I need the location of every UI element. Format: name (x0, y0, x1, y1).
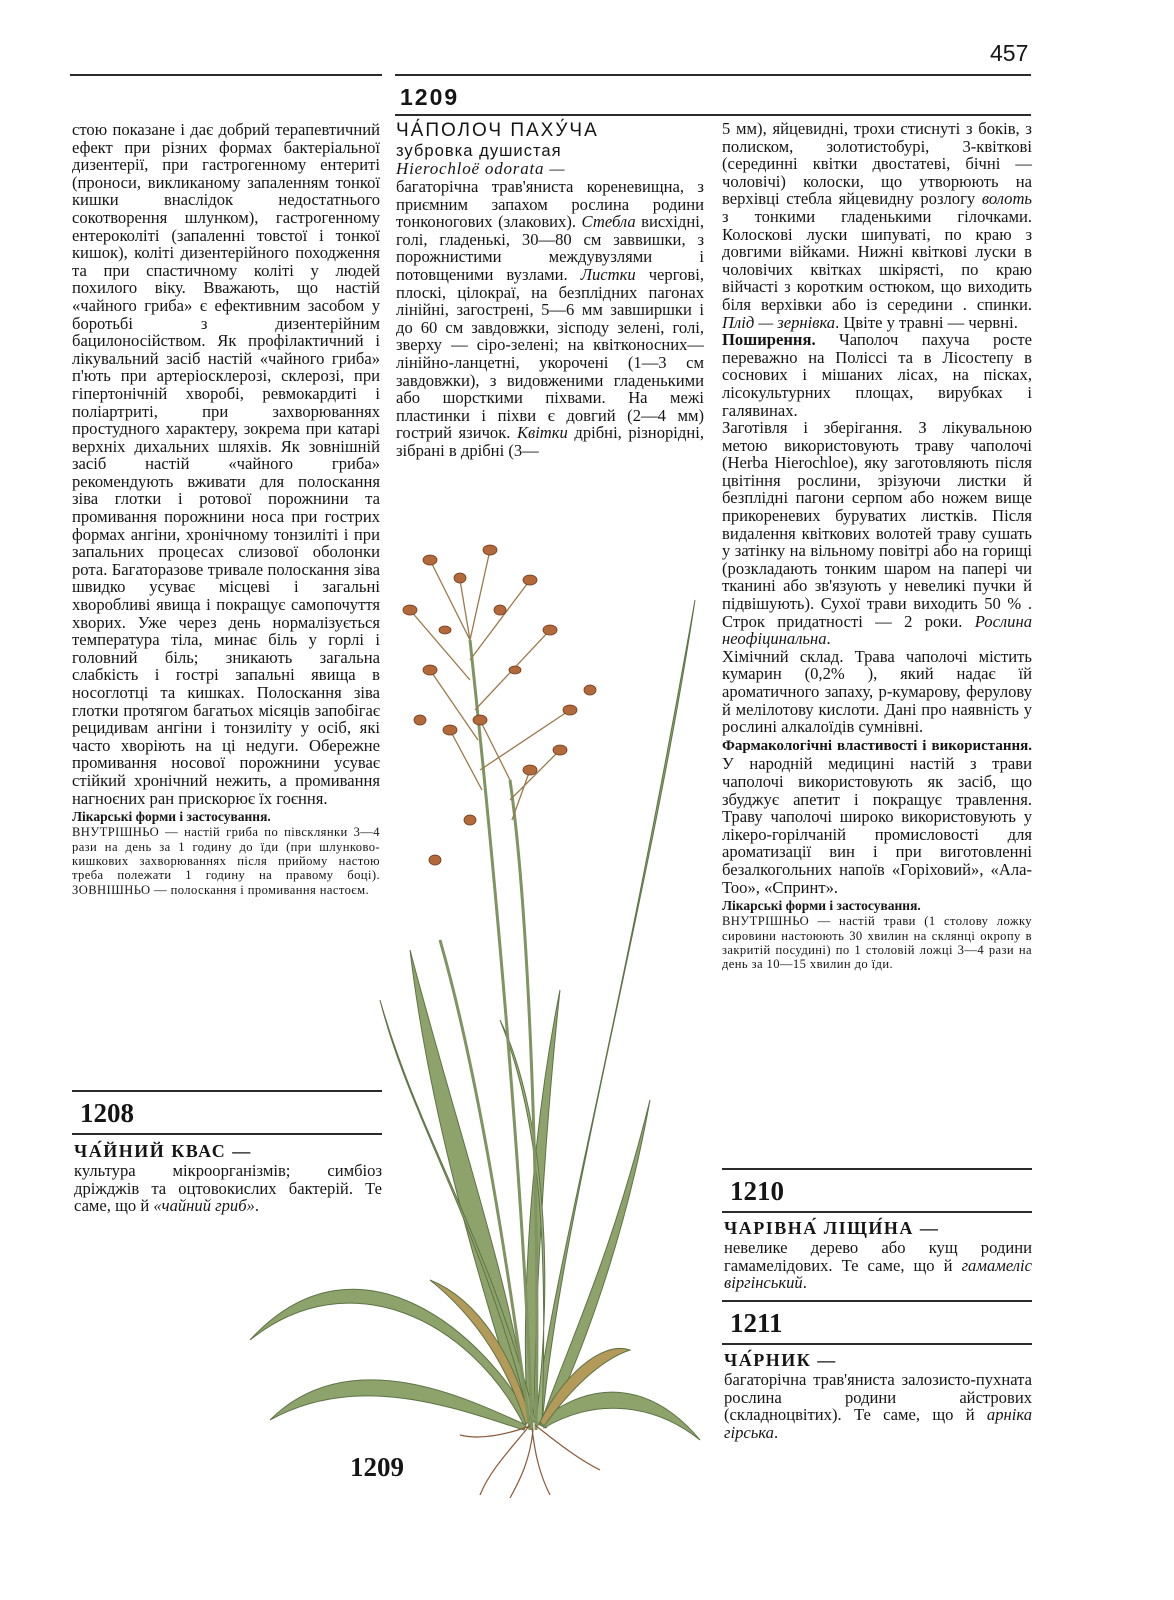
forms-text-1209: ВНУТРІШНЬО — настій трави (1 столову ложку сировини настоюють 30 хвилин на склянці окропу в закритій посудині) по 1 столовій ложці 3—4 рази на день за 10—15 хвилин до їди. (722, 914, 1032, 972)
plant-illustration (230, 520, 710, 1500)
entry-title-1208: ЧА́ЙНИЙ КВАС — (74, 1141, 252, 1161)
left-forms-text: ВНУТРІШНЬО — настій гриба по півсклянки 3—4 рази на день за 1 годину до їди (при шлунково-кишкових захворюваннях після прийому настою треба полежати 1 годину на правому боці). ЗОВНІШНЬО — полоскання і промивання настоєм. (72, 825, 380, 897)
entry-1211-end: . (773, 1422, 779, 1442)
rule-1210-bottom (722, 1211, 1032, 1213)
entry-1208-end: . (254, 1196, 260, 1216)
left-forms-heading: Лікарські форми і застосування. (72, 809, 271, 825)
entry-1211 (724, 1349, 1032, 1441)
page-number: 457 (990, 40, 1029, 66)
left-paragraph: стою показане і дає добрий терапевтичний ефект при різних формах бактеріальної дизентерії, при гастрогенному ентериті (проноси, викликаному запаленням тонкої кишки внаслідок недостатнього сокотворення шлунком), гастрогенному ентероколіті (запаленні товстої і тонкої кишок), коліті дизентерійного походження та при спастичному коліті у людей похилого віку. Вважають, що настій «чайного гриба» є ефективним засобом у боротьбі з дизентерійним бацилоносійством. Як профілактичний і лікувальний засіб настій «чайного гриба» п'ють при артеріосклерозі, склерозі, при гіпертонічній хворобі, ревмокардиті і поліартриті, при захворюваннях простудного характеру, зокрема при катарі верхніх дихальних шляхів. Як зовнішній засіб настій «чайного гриба» рекомендують вживати для полоскання зіва глотки і ротової порожнини та промивання порожнини носа при гострих формах ангіни, хронічному тонзиліті і при запальних процесах слизової оболонки рота. Багаторазове тривале полоскання зіва швидко усуває місцеві і загальні хворобливі явища і покращує самопочуття хворих. Уже через день нормалізується температура тіла, минає біль у горлі і головний біль; зникають загальна слабкість і гострі запальні явища в носоглотці та кишках. Полоскання зіва глотки протягом багатьох місяців запобігає рецидивам ангіни і тонзиліту у осіб, які часто хворіють на ці недуги. Обережне промивання носової порожнини усуває стійкий хронічний нежить, а промивання нагноєних ран прискорює їх гоєння. (72, 120, 380, 808)
entry-1210-end: . (802, 1273, 807, 1293)
entry-1208-text: культура мікроорганізмів; симбіоз дріжджів та оцтовокислих бактерій. Те саме, що й (74, 1161, 382, 1216)
spikelets (403, 545, 596, 865)
figure-caption: 1209 (350, 1452, 404, 1482)
rule-1209 (395, 114, 1031, 116)
section-number-1209: 1209 (400, 84, 460, 110)
rule-1211-bottom (722, 1343, 1032, 1345)
entry-number-1208: 1208 (80, 1098, 134, 1128)
desc-flowers-label: Квітки (516, 423, 568, 443)
entry-title-1211: ЧА́РНИК — (724, 1350, 837, 1370)
right-column (722, 120, 1032, 972)
desc-text-1: багаторічна трав'яниста кореневищна, з приємним запахом рослина родини тонконогових (злакових). (396, 178, 704, 232)
entry-title-1209: ЧА́ПОЛОЧ ПАХУ́ЧА (396, 120, 599, 141)
grass-leaves (250, 600, 700, 1440)
desc-panicle-label: волоть (981, 189, 1032, 209)
distribution-text: Чаполоч пахуча росте переважно на Поліссі та в Лісостепу в соснових і мішаних лісах, на пісках, лісокультурних площах, вирубках і галявинах. (722, 330, 1032, 420)
middle-column (396, 120, 704, 554)
harvest-text: Заготівля і зберігання. З лікувальною метою використовують траву чаполочі (Herba Hierochloe), яку заготовляють після цвітіння рослини, зрізуючи листки й безплідні пагони серпом або ножем вище прикореневих буруватих листків. Після видалення квіткових волотей траву сушать у затінку на вільному повітрі або на горищі (розкладають тонким шаром на папері чи тканині або зв'язують у невеликі пучки й підвішують). Сухої трави виходить 50 % . Строк придатності — 2 роки. (722, 418, 1032, 631)
entry-title-1210: ЧАРІВНА́ ЛІЩИ́НА — (724, 1218, 940, 1238)
entry-1210 (724, 1217, 1032, 1292)
desc-text-4-start: дрібні, різнорідні, зібрані в дрібні (3— (396, 423, 704, 460)
harvest-end: . (826, 629, 831, 649)
desc-text-6: . Цвіте у травні — червні. (835, 312, 1018, 332)
entry-1210-ref: гамамеліс віргінський (724, 1255, 1032, 1293)
desc-text-3: чергові, плоскі, цілокраї, на безплідних пагонах лінійні, загострені, 5—6 мм завширшки і до 60 см завдовжки, зісподу зелені, голі, зверху — сіро-зелені; на квітконосних— лінійно-ланцетні, укорочені (1—3 см завдовжки), з видовженими гладенькими або шорсткими піхвами. На межі пластинки і піхви є довгий (2—4 мм) гострий язичок. (396, 264, 704, 443)
description-1209-cont (722, 120, 1032, 331)
desc-text-5: з тонкими гладенькими гілочками. Колоскові луски шипуваті, по краю з довгими війками. Нижні квіткові луски в чоловічих квітках шкірясті, по краю війчасті з коротким остюком, що виходить біля верхівки або із середини . спинки. (722, 206, 1032, 314)
desc-stems-label: Стебла (581, 212, 636, 232)
latin-name: Hierochloë odorata — (396, 159, 566, 178)
desc-fruit-label: Плід — зернівка (722, 312, 836, 332)
entry-1211-ref: арніка гірська (724, 1405, 1032, 1442)
desc-text-2: висхідні, голі, гладенькі, 30—80 см заввишки, з порожнистими междувузлями і потовщеними вузлами. (396, 212, 704, 284)
pharm-heading: Фармакологічні властивості і використання. (722, 737, 1032, 754)
panicle-branches (410, 550, 570, 820)
description-1209 (396, 178, 704, 554)
russian-name: зубровка душистая (396, 141, 562, 160)
chemistry-text: Хімічний склад. Трава чаполочі містить кумарин (0,2% ), який надає їй ароматичного запаху, р-кумарову, ферулову й мелілотову кислоти. Дані про наявність у рослині алкалоїдів сумнівні. (722, 646, 1032, 737)
rule-1211 (722, 1300, 1032, 1302)
entry-1211-text: багаторічна трав'яниста залозисто-пухната рослина родини айстрових (складноцвітих). Те саме, що й (724, 1370, 1032, 1425)
top-rule-left (70, 74, 382, 76)
culm-stems (440, 640, 537, 1430)
entry-1208-ref: «чайний гриб» (153, 1196, 255, 1216)
entry-1210-text: невелике дерево або кущ родини гамамелідових. Те саме, що й (724, 1238, 1032, 1275)
desc-text-4-end: 5 мм), яйцевидні, трохи стиснуті з боків, з полиском, золотистобурі, 3-квіткові (серединні квітки двостатеві, бічні — чоловічі) колоски, що утворюють на верхівці стебла яйцевидну розлогу (722, 119, 1032, 209)
pharm-text: У народній медицині настій з трави чаполочі використовують як засіб, що збуджує апетит і покращує травлення. Траву чаполочі широко використовують у лікеро-горілчаній промисловості для ароматизації вин і при виготовленні безалкогольних напоїв «Горіховий», «Ала-Тоо», «Спринт». (722, 754, 1032, 897)
top-rule-right (395, 74, 1031, 76)
entry-number-1210: 1210 (730, 1176, 784, 1206)
desc-leaves-label: Листки (580, 264, 636, 284)
harvest-note: Рослина неофіцинальна (722, 611, 1032, 649)
rule-1210 (722, 1168, 1032, 1170)
roots (460, 1425, 600, 1498)
entry-number-1211: 1211 (730, 1308, 783, 1338)
distribution-heading: Поширення. (722, 330, 816, 350)
forms-heading-1209: Лікарські форми і застосування. (722, 898, 921, 914)
